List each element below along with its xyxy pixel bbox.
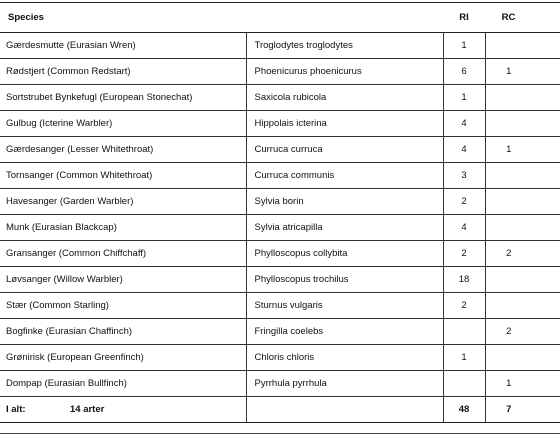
latin-name: Phoenicurus phoenicurus	[246, 59, 443, 85]
rc-value: 1	[485, 59, 560, 85]
ri-value: 2	[443, 189, 485, 215]
species-name: Grønirisk (European Greenfinch)	[0, 345, 246, 371]
species-name: Bogfinke (Eurasian Chaffinch)	[0, 319, 246, 345]
latin-name: Curruca curruca	[246, 137, 443, 163]
table-row	[0, 293, 560, 319]
species-name: Tornsanger (Common Whitethroat)	[0, 163, 246, 189]
species-name: Gransanger (Common Chiffchaff)	[0, 241, 246, 267]
latin-name: Hippolais icterina	[246, 111, 443, 137]
ri-value: 4	[443, 111, 485, 137]
latin-name: Curruca communis	[246, 163, 443, 189]
rc-value	[485, 33, 560, 59]
ri-value: 4	[443, 137, 485, 163]
rc-value	[485, 215, 560, 241]
table-row	[0, 137, 560, 163]
rc-value: 1	[485, 137, 560, 163]
ri-value: 1	[443, 33, 485, 59]
header-ri: RI	[443, 3, 485, 33]
rc-value: 2	[485, 319, 560, 345]
latin-name: Sylvia borin	[246, 189, 443, 215]
latin-name: Troglodytes troglodytes	[246, 33, 443, 59]
total-latin-cell	[246, 397, 443, 423]
table-row	[0, 189, 560, 215]
ri-value: 1	[443, 345, 485, 371]
rc-value	[485, 85, 560, 111]
species-name: Sortstrubet Bynkefugl (European Stonechat)	[0, 85, 246, 111]
table-row	[0, 241, 560, 267]
latin-name: Sturnus vulgaris	[246, 293, 443, 319]
table-header-row	[0, 3, 560, 33]
latin-name: Saxicola rubicola	[246, 85, 443, 111]
species-table	[0, 2, 560, 423]
rc-value	[485, 345, 560, 371]
rc-value: 1	[485, 371, 560, 397]
species-name: Gærdesmutte (Eurasian Wren)	[0, 33, 246, 59]
total-ri: 48	[443, 397, 485, 423]
total-cell	[0, 397, 246, 423]
ri-value	[443, 371, 485, 397]
rc-value	[485, 189, 560, 215]
header-species: Species	[0, 3, 246, 33]
species-name: Rødstjert (Common Redstart)	[0, 59, 246, 85]
table-row	[0, 59, 560, 85]
total-row	[0, 397, 560, 423]
ri-value: 2	[443, 241, 485, 267]
ri-value	[443, 319, 485, 345]
bottom-rule	[0, 433, 560, 434]
ri-value: 18	[443, 267, 485, 293]
latin-name: Chloris chloris	[246, 345, 443, 371]
rc-value	[485, 267, 560, 293]
ri-value: 2	[443, 293, 485, 319]
species-name: Havesanger (Garden Warbler)	[0, 189, 246, 215]
table-row	[0, 111, 560, 137]
table-row	[0, 371, 560, 397]
ri-value: 3	[443, 163, 485, 189]
ri-value: 6	[443, 59, 485, 85]
table-row	[0, 267, 560, 293]
latin-name: Phylloscopus collybita	[246, 241, 443, 267]
latin-name: Fringilla coelebs	[246, 319, 443, 345]
latin-name: Phylloscopus trochilus	[246, 267, 443, 293]
species-name: Gulbug (Icterine Warbler)	[0, 111, 246, 137]
table-row	[0, 319, 560, 345]
species-name: Gærdesanger (Lesser Whitethroat)	[0, 137, 246, 163]
ri-value: 1	[443, 85, 485, 111]
species-name: Løvsanger (Willow Warbler)	[0, 267, 246, 293]
latin-name: Pyrrhula pyrrhula	[246, 371, 443, 397]
total-count: 14 arter	[70, 404, 105, 415]
total-label: I alt:	[6, 404, 26, 415]
table-body	[0, 33, 560, 423]
ri-value: 4	[443, 215, 485, 241]
latin-name: Sylvia atricapilla	[246, 215, 443, 241]
rc-value	[485, 293, 560, 319]
species-name: Munk (Eurasian Blackcap)	[0, 215, 246, 241]
rc-value: 2	[485, 241, 560, 267]
species-name: Stær (Common Starling)	[0, 293, 246, 319]
table-row	[0, 33, 560, 59]
total-rc: 7	[485, 397, 560, 423]
species-name: Dompap (Eurasian Bullfinch)	[0, 371, 246, 397]
table-row	[0, 85, 560, 111]
table-row	[0, 215, 560, 241]
rc-value	[485, 163, 560, 189]
table-row	[0, 345, 560, 371]
header-latin	[246, 3, 443, 33]
table-row	[0, 163, 560, 189]
header-rc: RC	[485, 3, 560, 33]
rc-value	[485, 111, 560, 137]
